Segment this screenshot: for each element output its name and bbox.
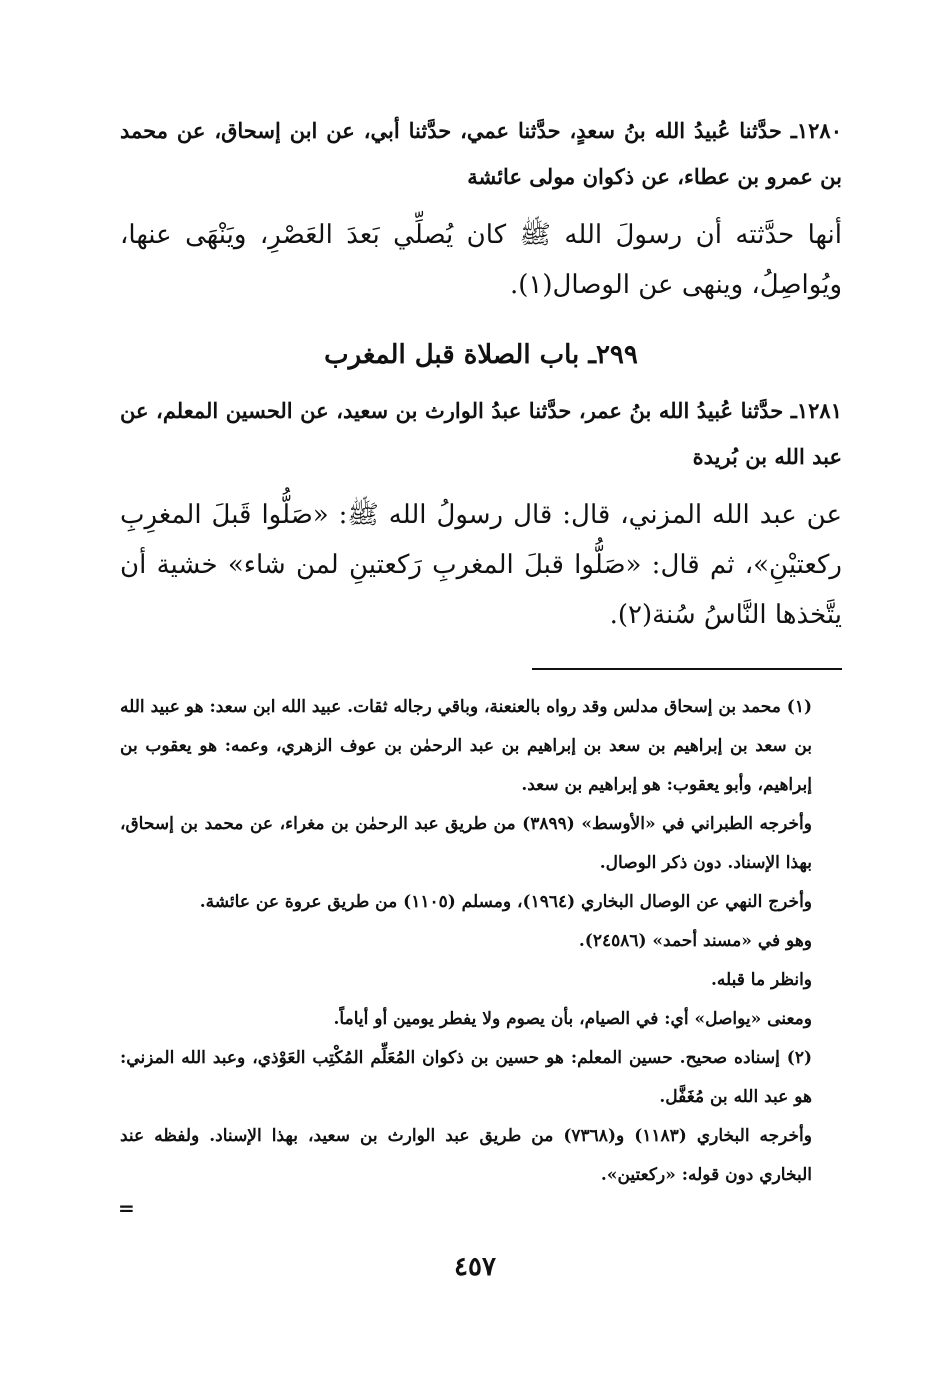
footnote-2: (٢) إسناده صحيح. حسين المعلم: هو حسين بن ذكوان المُعَلِّم المُكْتِب العَوْذي، وعبد الله المزني: هو عبد الله بن مُغَفَّل. (120, 1048, 812, 1107)
footnote-1-see-previous: وانظر ما قبله. (710, 970, 812, 990)
hadith-1281-isnad: ١٢٨١ـ حدَّثنا عُبيدُ الله بنُ عمر، حدَّثنا عبدُ الوارث بن سعيد، عن الحسين المعلم، عن عبد الله بن بُريدة (120, 398, 842, 469)
hadith-1280-matn: أنها حدَّثته أن رسولَ الله ﷺ كان يُصلِّي بَعدَ العَصْرِ، ويَنْهَى عنها، ويُواصِلُ، وينهى عن الوصال(١). (120, 220, 842, 300)
footnote-separator (532, 668, 842, 670)
footnote-1-meaning: ومعنى «يواصل» أي: في الصيام، بأن يصوم ولا يفطر يومين أو أياماً. (333, 1009, 812, 1029)
continuation-mark: = (118, 1196, 135, 1220)
footnote-2-takhrij: وأخرجه البخاري (١١٨٣) و(٧٣٦٨) من طريق عبد الوارث بن سعيد، بهذا الإسناد. ولفظه عند البخاري دون قوله: «ركعتين». (120, 1126, 812, 1185)
footnote-1-takhrij: وأخرجه الطبراني في «الأوسط» (٣٨٩٩) من طريق عبد الرحمٰن بن مغراء، عن محمد بن إسحاق، بهذا الإسناد. دون ذكر الوصال. (120, 814, 812, 873)
page-body (120, 108, 842, 1195)
hadith-1281-matn: عن عبد الله المزني، قال: قال رسولُ الله ﷺ: «صَلُّوا قَبلَ المغرِبِ ركعتيْنِ»، ثم قال: «صَلُّوا قبلَ المغربِ رَكعتينِ لمن شاء» خشية أن يتَّخذها النَّاسُ سُنة(٢). (120, 500, 842, 630)
footnotes (120, 688, 842, 1195)
chapter-title: ٢٩٩ـ باب الصلاة قبل المغرب (324, 340, 638, 370)
footnote-1: (١) محمد بن إسحاق مدلس وقد رواه بالعنعنة، وباقي رجاله ثقات. عبيد الله ابن سعد: هو عبيد الله بن سعد بن إبراهيم بن سعد بن إبراهيم بن عبد الرحمٰن بن عوف الزهري، وعمه: هو يعقوب بن إبراهيم، وأبو يعقوب: هو إبراهيم بن سعد. (120, 697, 812, 795)
footnote-1-wisal: وأخرج النهي عن الوصال البخاري (١٩٦٤)، ومسلم (١١٠٥) من طريق عروة عن عائشة. (199, 892, 812, 912)
hadith-1280-isnad: ١٢٨٠ـ حدَّثنا عُبيدُ الله بنُ سعدٍ، حدَّثنا عمي، حدَّثنا أبي، عن ابن إسحاق، عن محمد بن عمرو بن عطاء، عن ذكوان مولى عائشة (120, 118, 842, 189)
page-number: ٤٥٧ (454, 1252, 496, 1282)
footnote-1-musnad: وهو في «مسند أحمد» (٢٤٥٨٦). (578, 931, 812, 951)
